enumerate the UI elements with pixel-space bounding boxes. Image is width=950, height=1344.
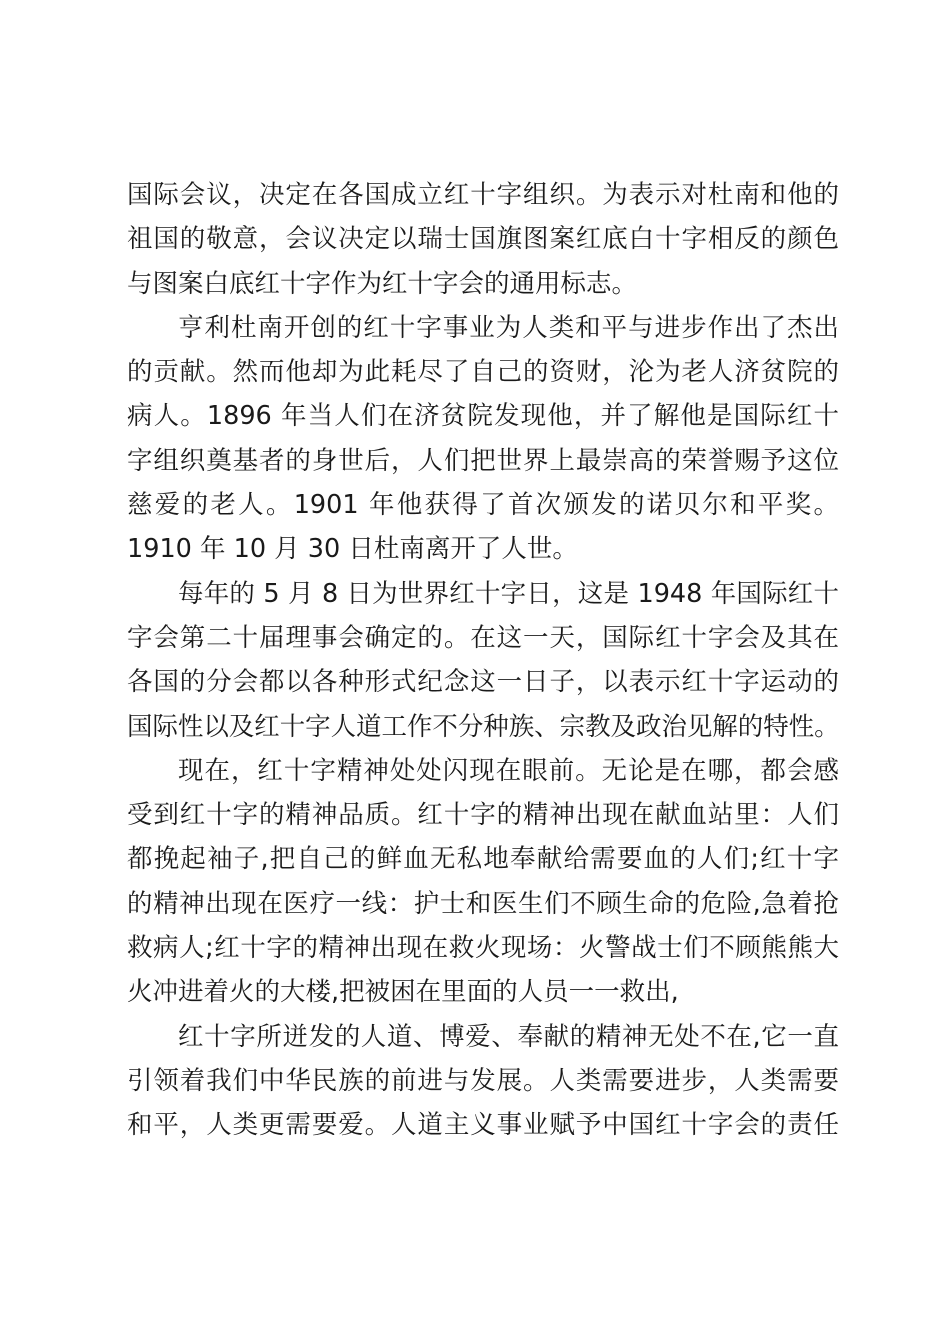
text-line: 受到红十字的精神品质。红十字的精神出现在献血站里：人们 xyxy=(127,800,839,831)
text-line: 的贡献。然而他却为此耗尽了自己的资财，沦为老人济贫院的 xyxy=(127,357,839,388)
text-line: 的精神出现在医疗一线：护士和医生们不顾生命的危险,急着抢 xyxy=(127,888,839,919)
text-line: 火冲进着火的大楼,把被困在里面的人员一一救出, xyxy=(127,977,679,1008)
text-line: 现在，红十字精神处处闪现在眼前。无论是在哪，都会感 xyxy=(178,755,839,786)
text-line: 病人。1896 年当人们在济贫院发现他，并了解他是国际红十 xyxy=(127,401,839,432)
text-line: 祖国的敬意，会议决定以瑞士国旗图案红底白十字相反的颜色 xyxy=(127,224,839,255)
text-line: 国际会议，决定在各国成立红十字组织。为表示对杜南和他的 xyxy=(127,180,839,210)
text-line: 字会第二十届理事会确定的。在这一天，国际红十字会及其在 xyxy=(127,622,839,653)
text-line: 国际性以及红十字人道工作不分种族、宗教及政治见解的特性。 xyxy=(127,711,839,742)
text-line: 与图案白底红十字作为红十字会的通用标志。 xyxy=(127,268,638,299)
text-line: 1910 年 10 月 30 日杜南离开了人世。 xyxy=(127,534,578,565)
text-line: 亨利杜南开创的红十字事业为人类和平与进步作出了杰出 xyxy=(178,312,839,343)
text-line: 慈爱的老人。1901 年他获得了首次颁发的诺贝尔和平奖。 xyxy=(127,490,839,521)
text-line: 引领着我们中华民族的前进与发展。人类需要进步，人类需要 xyxy=(127,1065,839,1096)
text-line: 和平，人类更需要爱。人道主义事业赋予中国红十字会的责任 xyxy=(127,1110,839,1141)
text-line: 字组织奠基者的身世后，人们把世界上最崇高的荣誉赐予这位 xyxy=(127,445,839,476)
body-text xyxy=(127,173,839,1148)
text-line: 每年的 5 月 8 日为世界红十字日，这是 1948 年国际红十 xyxy=(178,578,839,609)
text-line: 都挽起袖子,把自己的鲜血无私地奉献给需要血的人们;红十字 xyxy=(127,844,839,875)
text-line: 各国的分会都以各种形式纪念这一日子，以表示红十字运动的 xyxy=(127,667,839,698)
text-line: 救病人;红十字的精神出现在救火现场：火警战士们不顾熊熊大 xyxy=(127,933,839,964)
text-line: 红十字所迸发的人道、博爱、奉献的精神无处不在,它一直 xyxy=(178,1021,839,1052)
